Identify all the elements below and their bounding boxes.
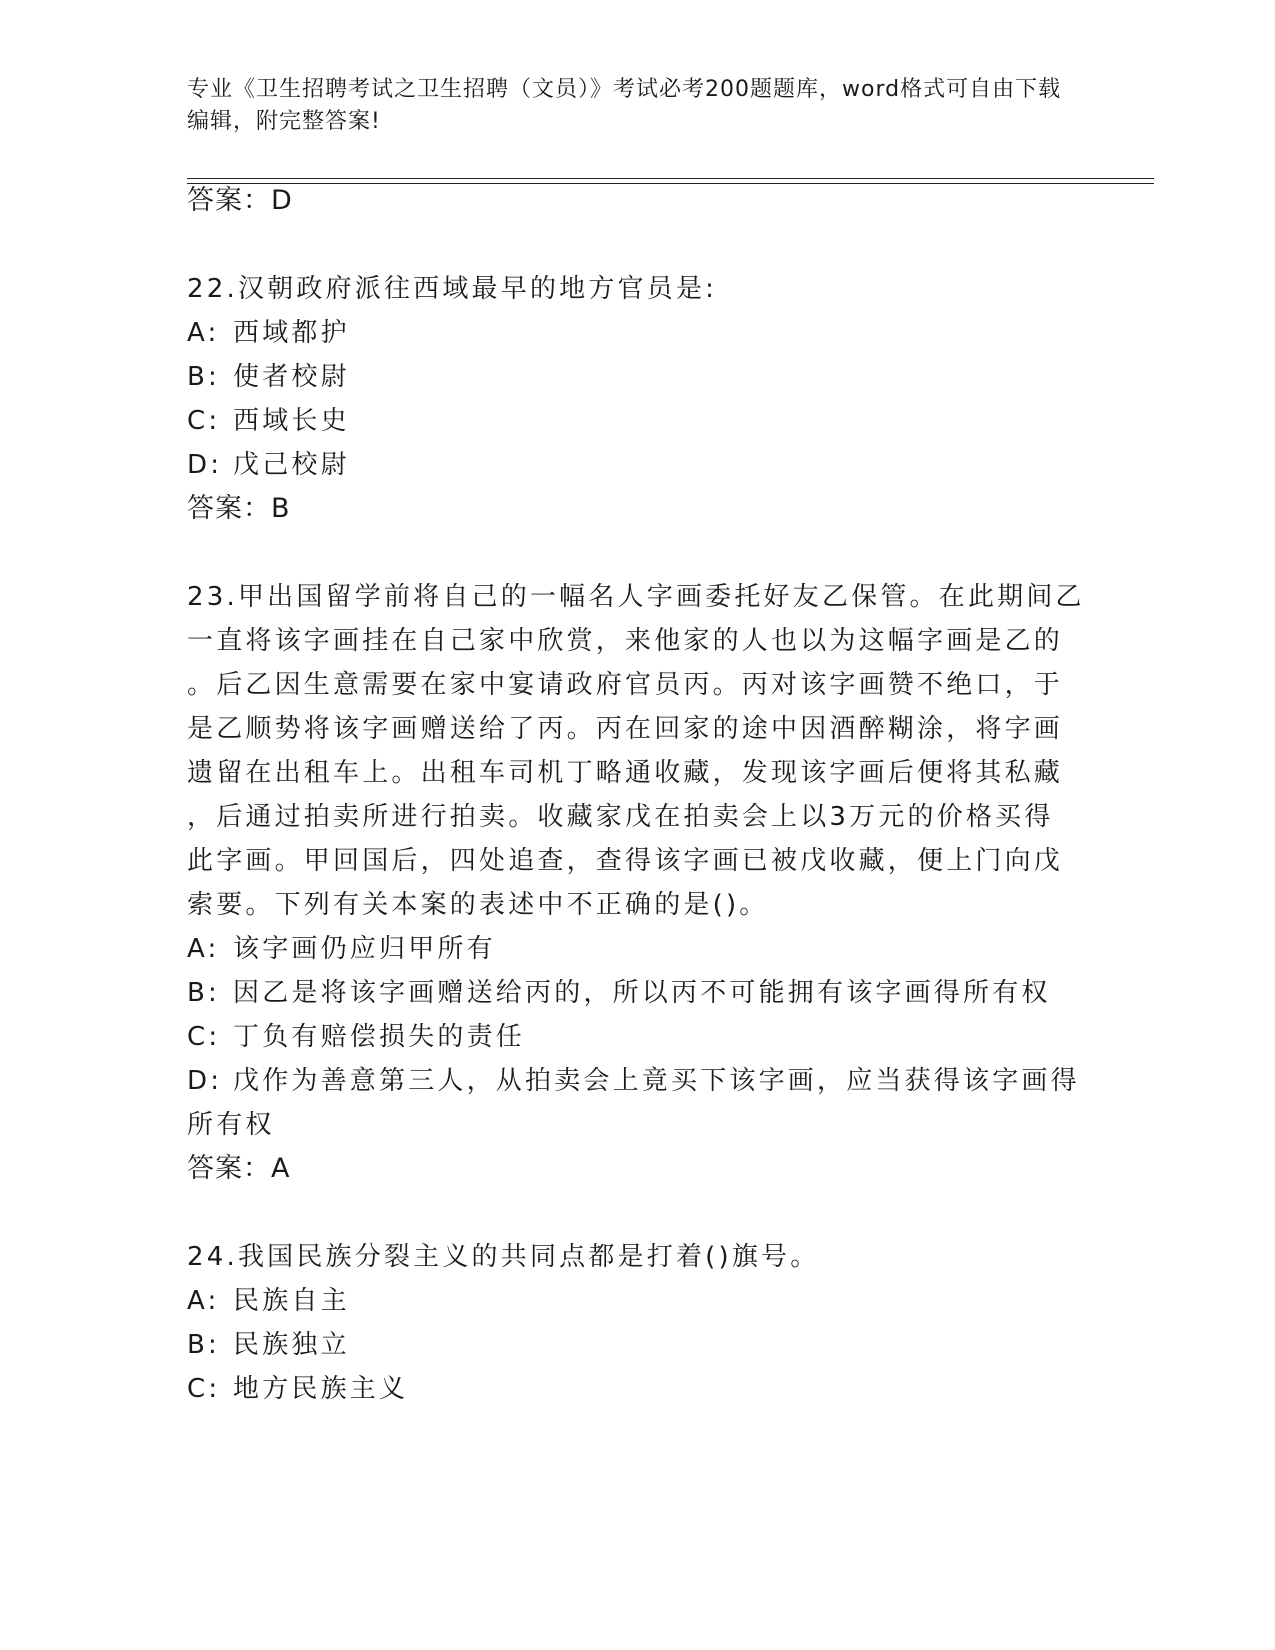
option-tag: A: — [187, 934, 220, 964]
question-24-stem: 24.我国民族分裂主义的共同点都是打着()旗号。 — [187, 1242, 820, 1272]
option-tag: C: — [187, 1022, 221, 1052]
option-tag: C: — [187, 1374, 221, 1404]
question-22-option-b — [187, 361, 350, 393]
question-22-option-a — [187, 317, 350, 349]
question-22-option-d — [187, 449, 350, 481]
option-tag: D: — [187, 450, 223, 480]
answer-21: 答案：D — [187, 185, 293, 216]
question-23-stem-line-5: 遗留在出租车上。出租车司机丁略通收藏，发现该字画后便将其私藏 — [187, 758, 1064, 788]
option-tag: C: — [187, 406, 221, 436]
question-23-stem-line-3: 。后乙因生意需要在家中宴请政府官员丙。丙对该字画赞不绝口，于 — [187, 670, 1064, 700]
option-text: 丁负有赔偿损失的责任 — [233, 1022, 526, 1052]
question-23-stem-line-8: 索要。下列有关本案的表述中不正确的是()。 — [187, 890, 769, 920]
option-text: 西域长史 — [233, 406, 350, 436]
question-24-option-a — [187, 1285, 350, 1317]
question-24-option-c — [187, 1373, 408, 1405]
document-header: 专业《卫生招聘考试之卫生招聘（文员）》考试必考200题题库，word格式可自由下载编辑，附完整答案! — [187, 77, 1062, 134]
option-tag: B: — [187, 978, 220, 1008]
header-divider-top — [187, 178, 1154, 179]
header-divider-bottom — [187, 183, 1154, 184]
option-tag: B: — [187, 1330, 220, 1360]
question-23-stem-line-2: 一直将该字画挂在自己家中欣赏，来他家的人也以为这幅字画是乙的 — [187, 626, 1064, 656]
question-23-option-a — [187, 933, 496, 965]
answer-22: 答案：B — [187, 493, 291, 524]
question-24-option-b — [187, 1329, 350, 1361]
option-text: 因乙是将该字画赠送给丙的，所以丙不可能拥有该字画得所有权 — [233, 978, 1051, 1008]
question-23-stem-line-6: ，后通过拍卖所进行拍卖。收藏家戊在拍卖会上以3万元的价格买得 — [187, 802, 1054, 832]
option-text: 民族自主 — [233, 1286, 350, 1316]
question-23-stem-line-1: 23.甲出国留学前将自己的一幅名人字画委托好友乙保管。在此期间乙 — [187, 582, 1085, 612]
option-text: 该字画仍应归甲所有 — [233, 934, 496, 964]
option-text: 民族独立 — [233, 1330, 350, 1360]
question-23-option-d-continued: 所有权 — [187, 1110, 275, 1140]
option-text: 戊作为善意第三人，从拍卖会上竟买下该字画，应当获得该字画得 — [233, 1066, 1080, 1096]
question-23-stem-line-7: 此字画。甲回国后，四处追查，查得该字画已被戊收藏，便上门向戊 — [187, 846, 1064, 876]
answer-23: 答案：A — [187, 1153, 291, 1184]
option-text: 使者校尉 — [233, 362, 350, 392]
option-text: 戊己校尉 — [233, 450, 350, 480]
question-23-stem-line-4: 是乙顺势将该字画赠送给了丙。丙在回家的途中因酒醉糊涂，将字画 — [187, 714, 1064, 744]
option-tag: B: — [187, 362, 220, 392]
question-23-option-c — [187, 1021, 525, 1053]
question-22-option-c — [187, 405, 350, 437]
option-text: 地方民族主义 — [233, 1374, 409, 1404]
question-22-stem: 22.汉朝政府派往西域最早的地方官员是: — [187, 274, 718, 304]
option-tag: A: — [187, 1286, 220, 1316]
option-tag: D: — [187, 1066, 223, 1096]
question-23-option-b — [187, 977, 1051, 1009]
option-text: 西域都护 — [233, 318, 350, 348]
question-23-option-d — [187, 1065, 1080, 1097]
option-tag: A: — [187, 318, 220, 348]
